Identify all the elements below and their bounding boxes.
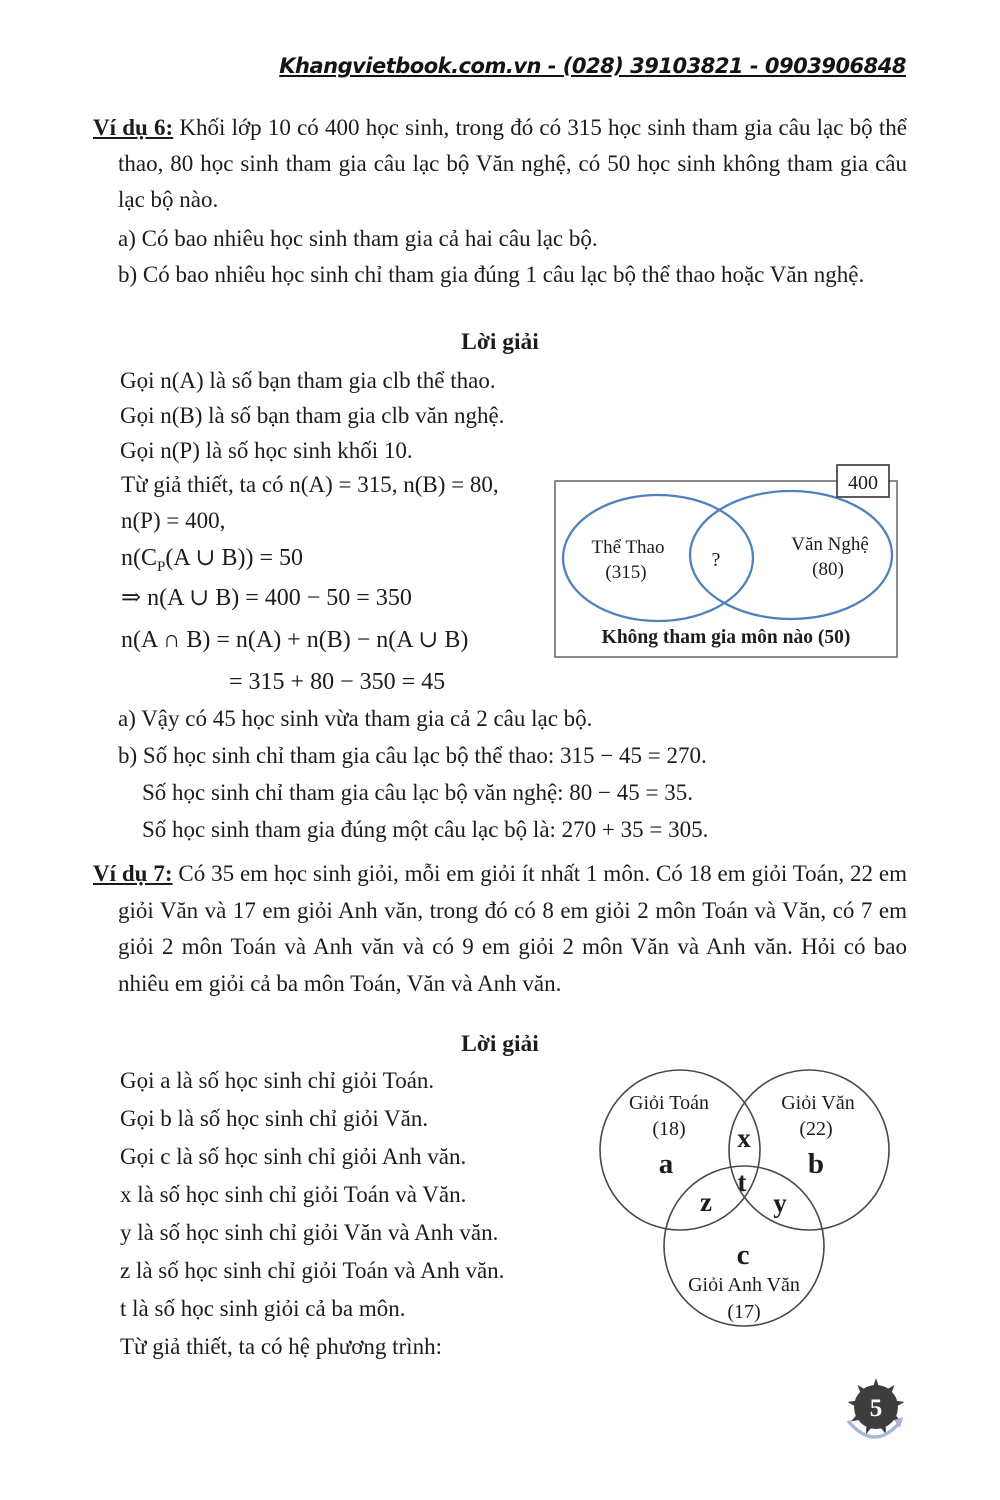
solution-line: z là số học sinh chỉ giỏi Toán và Anh văn. [120,1258,505,1283]
english-set-count: (17) [727,1301,761,1323]
example6-statement [93,110,907,218]
math-set-label: Giỏi Toán [629,1092,709,1114]
arts-set-label: Văn Nghệ [791,534,869,555]
example6-setup [120,363,505,468]
sports-set-label: Thể Thao [591,537,665,558]
solution-line: y là số học sinh chỉ giỏi Văn và Anh văn. [120,1220,499,1245]
solution-line: Gọi n(A) là số bạn tham gia clb thể thao. [120,368,496,393]
example7-statement [93,856,907,1002]
solution-line: t là số học sinh giỏi cả ba môn. [120,1296,406,1321]
math-eng-var: z [700,1187,712,1217]
solution-line: Gọi b là số học sinh chỉ giỏi Văn. [120,1106,429,1131]
solution-line: Gọi a là số học sinh chỉ giỏi Toán. [120,1068,435,1093]
literature-set-label: Giỏi Văn [781,1092,855,1114]
answer-line: b) Số học sinh chỉ tham gia câu lạc bộ thể thao: 315 − 45 = 270. [118,743,707,768]
sports-set-count: (315) [605,562,647,583]
math-line: Từ giả thiết, ta có n(A) = 315, n(B) = 80, [121,472,499,497]
example6-statement-text: Khối lớp 10 có 400 học sinh, trong đó có 315 học sinh tham gia câu lạc bộ thể thao, 80 học sinh tham gia câu lạc bộ Văn nghệ, có 50 học sinh không tham gia câu lạc bộ nào. [118,115,907,212]
math-only-var: a [658,1148,674,1180]
solution-line: x là số học sinh chỉ giỏi Toán và Văn. [120,1182,467,1207]
math-line: n(A ∩ B) = n(A) + n(B) − n(A ∪ B) [121,627,469,653]
page-number-badge [840,1376,912,1458]
example6-question-a: a) Có bao nhiêu học sinh tham gia cả hai câu lạc bộ. [118,226,598,251]
answer-line: Số học sinh chỉ tham gia câu lạc bộ văn nghệ: 80 − 45 = 35. [142,780,694,805]
universe-count: 400 [848,472,878,494]
math-line: ⇒ n(A ∪ B) = 400 − 50 = 350 [121,585,412,611]
example7-label: Ví dụ 7: [93,861,173,886]
example7-setup [120,1062,504,1366]
solution-heading-2: Lời giải [461,1031,539,1057]
page-header: Khangvietbook.com.vn - (028) 39103821 - 0903906848 [279,54,906,78]
english-only-var: c [736,1239,750,1271]
all-three-var: t [737,1167,747,1197]
example6-answers [118,700,708,848]
math-line: = 315 + 80 − 350 = 45 [229,669,446,695]
page-number: 5 [869,1395,883,1422]
example6-math [121,466,499,702]
answer-line: Số học sinh tham gia đúng một câu lạc bộ là: 270 + 35 = 305. [142,817,709,842]
solution-line: Gọi c là số học sinh chỉ giỏi Anh văn. [120,1144,467,1169]
arts-set-count: (80) [812,559,844,580]
example6-label: Ví dụ 6: [93,115,174,140]
example6-question-b: b) Có bao nhiêu học sinh chỉ tham gia đúng 1 câu lạc bộ thể thao hoặc Văn nghệ. [118,262,865,287]
intersection-label: ? [711,549,721,571]
literature-set-count: (22) [799,1118,833,1140]
math-line: n(P) = 400, [121,508,226,533]
math-line [121,539,499,577]
solution-line: Gọi n(B) là số bạn tham gia clb văn nghệ. [120,403,505,428]
math-line-part: (A ∪ B)) = 50 [165,545,303,571]
venn-diagram-clubs [553,462,901,660]
math-subscript: P [157,558,166,575]
lit-eng-var: y [773,1188,787,1218]
solution-heading-1: Lời giải [461,329,539,355]
venn-diagram-subjects [592,1050,914,1350]
math-set-count: (18) [652,1118,686,1140]
outside-label: Không tham gia môn nào (50) [601,627,851,648]
answer-line: a) Vậy có 45 học sinh vừa tham gia cả 2 câu lạc bộ. [118,706,593,731]
literature-only-var: b [807,1148,825,1180]
solution-line: Gọi n(P) là số học sinh khối 10. [120,438,413,463]
english-set-label: Giỏi Anh Văn [688,1274,800,1296]
math-line-part: n(C [121,545,157,571]
math-lit-var: x [737,1123,751,1153]
example7-statement-text: Có 35 em học sinh giỏi, mỗi em giỏi ít nhất 1 môn. Có 18 em giỏi Toán, 22 em giỏi Văn và 17 em giỏi Anh văn, trong đó có 8 em giỏi 2 môn Toán và Văn, có 7 em giỏi 2 môn Toán và Anh văn và có 9 em giỏi 2 môn Văn và Anh văn. Hỏi có bao nhiêu em giỏi cả ba môn Toán, Văn và Anh văn. [118,861,907,996]
solution-line: Từ giả thiết, ta có hệ phương trình: [120,1334,442,1359]
